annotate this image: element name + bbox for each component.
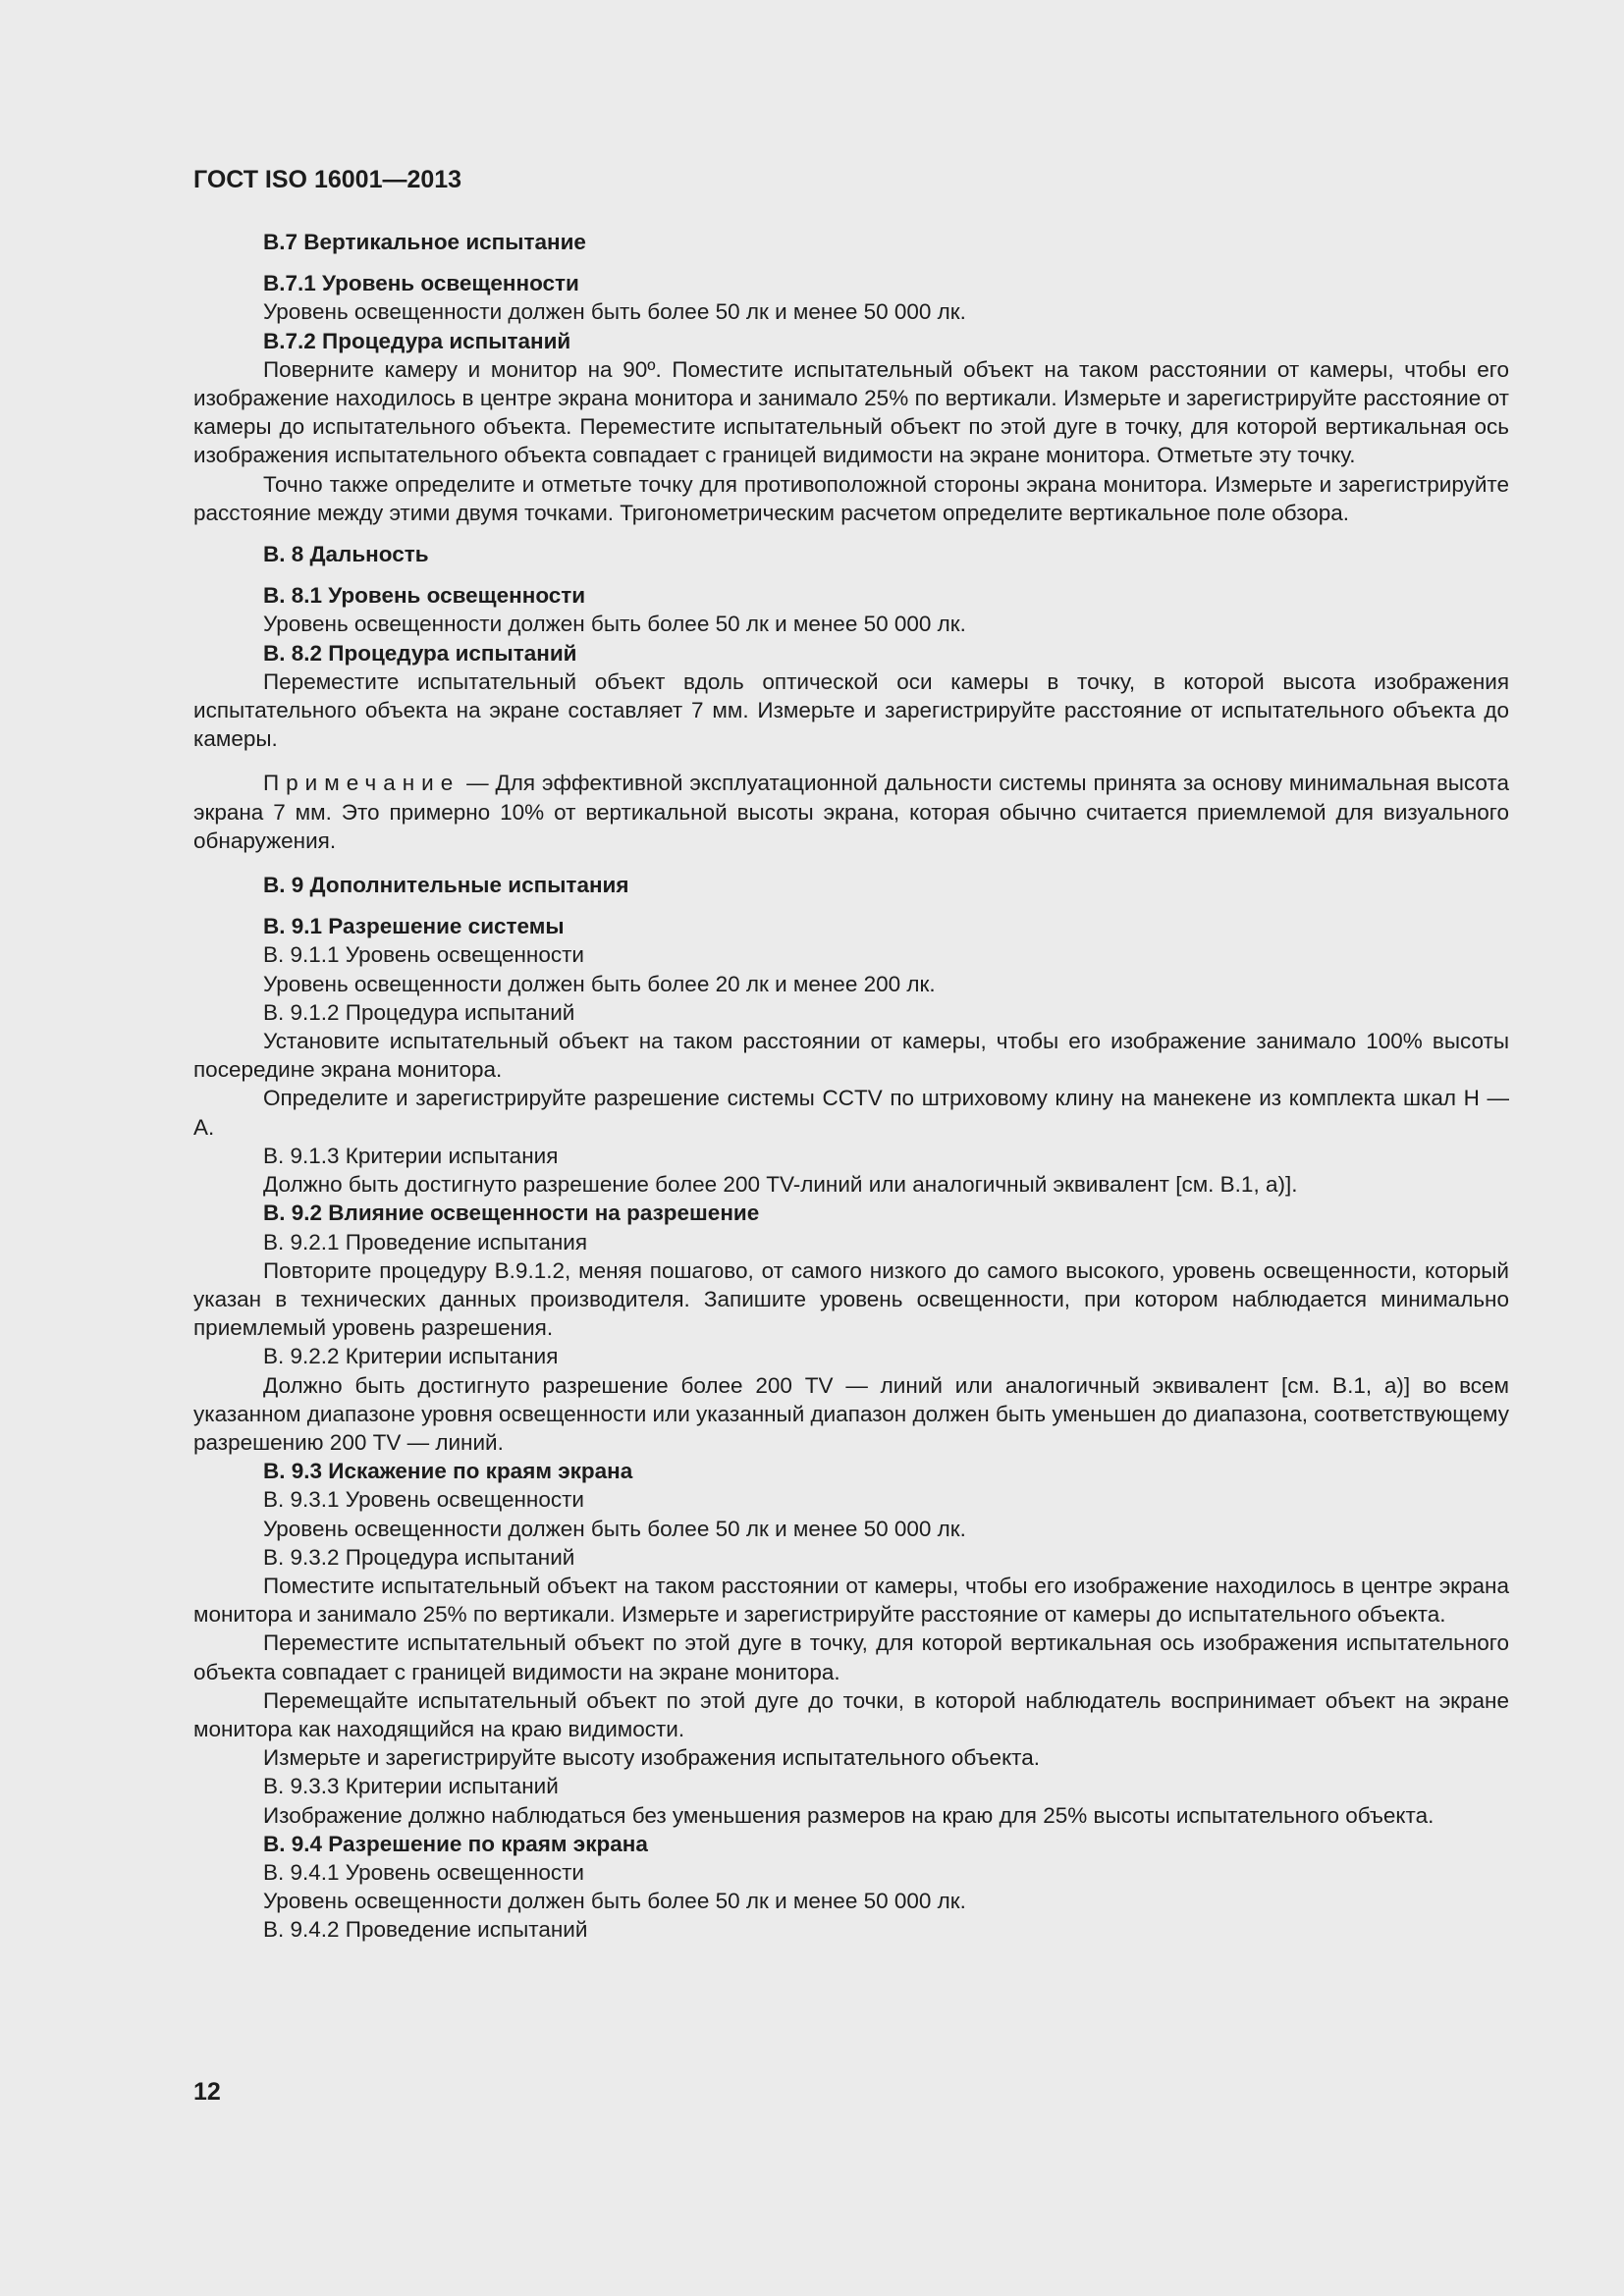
section-heading: В. 9.4 Разрешение по краям экрана [263, 1831, 648, 1856]
body-paragraph: Изображение должно наблюдаться без уменьшения размеров на краю для 25% высоты испытательного объекта. [263, 1802, 1435, 1828]
section-heading: В. 9.2 Влияние освещенности на разрешение [263, 1201, 760, 1226]
body-paragraph: В. 9.3.2 Процедура испытаний [263, 1544, 575, 1570]
section-heading: В. 8.1 Уровень освещенности [263, 583, 586, 609]
section-heading: В.7.2 Процедура испытаний [263, 328, 571, 353]
document-body [193, 228, 1509, 1945]
body-paragraph: В. 9.2.2 Критерии испытания [263, 1344, 559, 1369]
body-paragraph: Поместите испытательный объект на таком расстоянии от камеры, чтобы его изображение находилось в центре экрана монитора и занимало 25% по вертикали. Измерьте и зарегистрируйте расстояние от камеры до испытательного объекта. [193, 1573, 1509, 1628]
body-paragraph: Переместите испытательный объект вдоль оптической оси камеры в точку, в которой высота изображения испытательного объекта на экране составляет 7 мм. Измерьте и зарегистрируйте расстояние от испытательного объекта до камеры. [193, 668, 1509, 752]
body-paragraph: Уровень освещенности должен быть более 50 лк и менее 50 000 лк. [263, 612, 966, 637]
note-text: — Для эффективной эксплуатационной дальности системы принята за основу минимальная высота экрана 7 мм. Это примерно 10% от вертикальной высоты экрана, которая обычно считается приемлемой для визуального обнаружения. [193, 771, 1509, 853]
section-heading: В. 8 Дальность [263, 542, 429, 567]
body-paragraph: Уровень освещенности должен быть более 50 лк и менее 50 000 лк. [263, 1889, 966, 1914]
body-paragraph: В. 9.1.3 Критерии испытания [263, 1143, 559, 1168]
section-heading: В.7 Вертикальное испытание [263, 230, 586, 254]
body-paragraph: Должно быть достигнуто разрешение более 200 TV-линий или аналогичный эквивалент [см. В.1, а)]. [263, 1172, 1298, 1198]
body-paragraph: Определите и зарегистрируйте разрешение системы CCTV по штриховому клину на манекене из комплекта шкал Н — А. [193, 1086, 1509, 1140]
body-paragraph: В. 9.4.2 Проведение испытаний [263, 1917, 588, 1943]
body-paragraph: Точно также определите и отметьте точку для противоположной стороны экрана монитора. Измерьте и зарегистрируйте расстояние между этими двумя точками. Тригонометрическим расчетом определите вертикальное поле обзора. [193, 471, 1509, 525]
body-paragraph: Установите испытательный объект на таком расстоянии от камеры, чтобы его изображение занимало 100% высоты посередине экрана монитора. [193, 1029, 1509, 1083]
body-paragraph: Перемещайте испытательный объект по этой дуге до точки, в которой наблюдатель воспринимает объект на экране монитора как находящийся на краю видимости. [193, 1687, 1509, 1741]
body-paragraph: В. 9.4.1 Уровень освещенности [263, 1859, 584, 1885]
note-paragraph [193, 769, 1509, 855]
body-paragraph: Переместите испытательный объект по этой дуге в точку, для которой вертикальная ось изображения испытательного объекта совпадает с границей видимости на экране монитора. [193, 1630, 1509, 1684]
body-paragraph: Уровень освещенности должен быть более 50 лк и менее 50 000 лк. [263, 299, 966, 325]
section-heading: В. 9 Дополнительные испытания [263, 873, 629, 898]
body-paragraph: В. 9.1.1 Уровень освещенности [263, 942, 584, 968]
page-number: 12 [193, 2078, 221, 2106]
section-heading: В. 8.2 Процедура испытаний [263, 640, 577, 666]
note-label: Примечание [263, 771, 460, 796]
section-heading: В. 9.3 Искажение по краям экрана [263, 1459, 633, 1484]
body-paragraph: Повторите процедуру В.9.1.2, меняя пошагово, от самого низкого до самого высокого, уровень освещенности, который указан в технических данных производителя. Запишите уровень освещенности, при котором наблюдается минимально приемлемый уровень разрешения. [193, 1257, 1509, 1341]
body-paragraph: Измерьте и зарегистрируйте высоту изображения испытательного объекта. [263, 1745, 1040, 1771]
document-header: ГОСТ ISO 16001—2013 [193, 166, 462, 193]
section-heading: В.7.1 Уровень освещенности [263, 271, 579, 296]
body-paragraph: В. 9.1.2 Процедура испытаний [263, 999, 575, 1025]
body-paragraph: Должно быть достигнуто разрешение более 200 TV — линий или аналогичный эквивалент [см. В.1, а)] во всем указанном диапазоне уровня освещенности или указанный диапазон должен быть уменьшен до диапазона, соответствующему разрешению 200 TV — линий. [193, 1372, 1509, 1455]
section-heading: В. 9.1 Разрешение системы [263, 914, 565, 939]
body-paragraph: Уровень освещенности должен быть более 20 лк и менее 200 лк. [263, 971, 936, 996]
body-paragraph: В. 9.3.1 Уровень освещенности [263, 1487, 584, 1513]
body-paragraph: В. 9.3.3 Критерии испытаний [263, 1774, 559, 1799]
body-paragraph: Поверните камеру и монитор на 90º. Поместите испытательный объект на таком расстоянии от камеры, чтобы его изображение находилось в центре экрана монитора и занимало 25% по вертикали. Измерьте и зарегистрируйте расстояние от камеры до испытательного объекта. Переместите испытательный объект по этой дуге в точку, для которой вертикальная ось изображения испытательного объекта совпадает с границей видимости на экране монитора. Отметьте эту точку. [193, 356, 1509, 468]
body-paragraph: В. 9.2.1 Проведение испытания [263, 1229, 588, 1255]
body-paragraph: Уровень освещенности должен быть более 50 лк и менее 50 000 лк. [263, 1516, 966, 1541]
